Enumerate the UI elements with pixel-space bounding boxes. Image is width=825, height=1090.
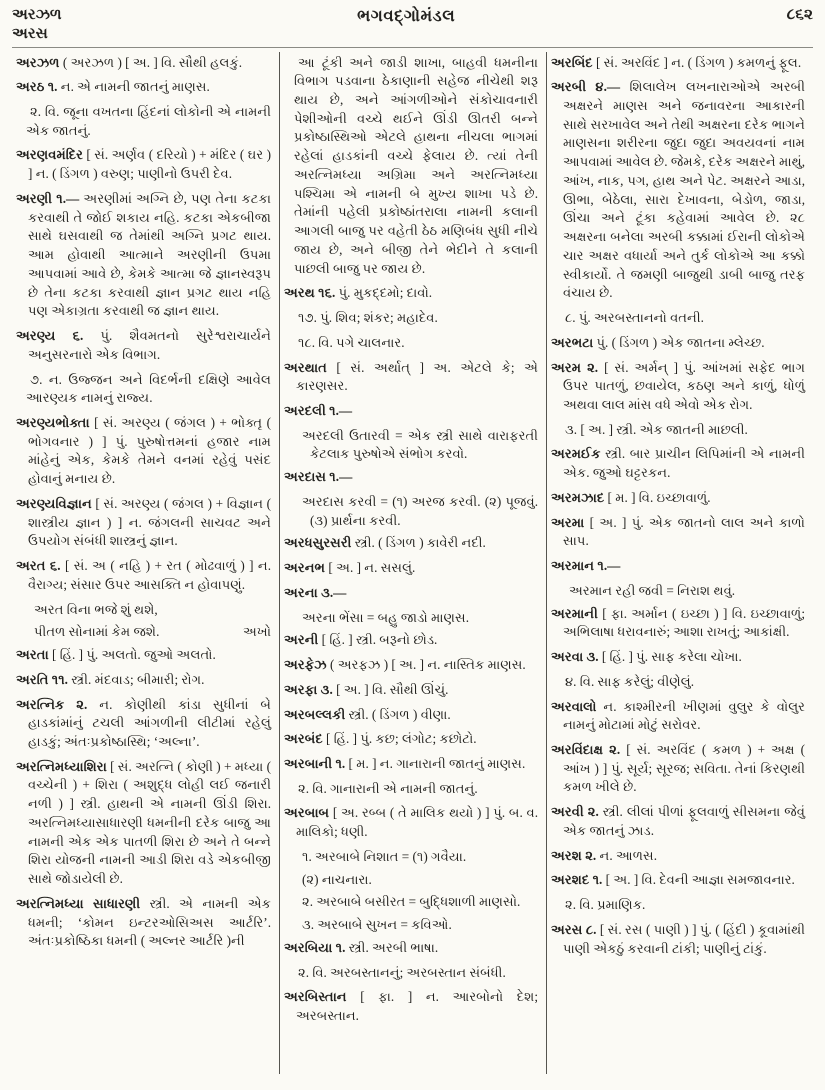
entry-text: [ સં. અ ( નહિ ) + રત ( મોઢવાળું ) ] ન. વૈરાગ્ય; સંસાર ઉપર આસક્તિ ન હોવાપણું. xyxy=(28,558,272,592)
entry-text: ન. કોણીથી કાંડા સુધીનાં બે હાડકાંમાંનું ટચલી આંગળીની લીટીમાં રહેલું હાડકું; અંતઃપ્રકોષ્ઠાસ્થિ; ‘અલ્ના’. xyxy=(28,696,271,749)
entry-text: [ હિં. ] સ્ત્રી. બરૂનો છોડ. xyxy=(321,632,438,648)
entry-text: શિલાલેખ લખનારાઓએ અરબી અક્ષરને માણસ અને જનાવરના આકારની સાથે સરખાવેલ અને તેથી અક્ષરના દરેક ભાગને માણસના શરીરના જુદા જુદા અવયવનાં નામ આપવામાં આવેલ છે. જેમકે, દરેક અક્ષરને માથું, આંખ, નાક, પગ, હાથ અને પેટ. અક્ષરને આડા, ઊભા, બેઠેલા, સારા દેખાવના, બેડોળ, જાડા, ઊંચા અને ટૂંકા કહેવામાં આવેલ છે. ૨૮ અક્ષરના બનેલા અરબી કક્કામાં ઈરાની લોકોએ ચાર અક્ષર વધાર્યા અને તુર્ક લોકોએ આ કક્કો સ્વીકાર્યો. તે જમણી બાજુથી ડાબી બાજુ તરફ વંચાય છે. xyxy=(563,79,805,301)
entry-text: ૨. વિ. જૂના વખતના હિંદનાં લોકોની એ નામની એક જાતનું. xyxy=(26,103,271,138)
entry-text: [ ફા. ] ન. આરબોનો દેશ; અરબસ્તાન. xyxy=(296,989,538,1024)
entry-headword: અરસ ૮. xyxy=(551,921,600,937)
entry-headword: અરત્નિક ૨. xyxy=(16,696,100,712)
entry-text: ૧૭. પું. શિવ; શંકર; મહાદેવ. xyxy=(298,310,438,326)
entry-text: [ હિં. ] પું. સાફ કરેલા ચોખા. xyxy=(601,649,742,665)
entry-headword: અરબિંદ xyxy=(551,54,596,70)
entry-headword: અરઝળ xyxy=(16,54,63,70)
entry-text: (૨) નાચનારા. xyxy=(302,871,372,887)
dictionary-entry xyxy=(284,559,538,578)
entry-continuation xyxy=(284,893,538,912)
entry-headword: અરબાની ૧. xyxy=(284,756,349,771)
entry-text: [ સં. અરવિંદ ( કમળ ) + અક્ષ ( આંખ ) ] પું. સૂર્ય; સૂરજ; સવિતા. તેનાં કિરણથી કમળ ખીલે છે. xyxy=(563,742,805,795)
dictionary-entry xyxy=(284,681,538,700)
entry-headword: અરના ૩.— xyxy=(284,584,347,600)
entry-headword: અરધસુરસરી xyxy=(284,535,355,551)
dictionary-entry xyxy=(16,495,271,551)
entry-text: ન. એ નામની જાતનું માણસ. xyxy=(60,79,210,95)
dictionary-entry xyxy=(16,190,271,321)
entry-headword: અરવી ૨. xyxy=(551,804,603,820)
entry-headword: અરથ ૧૬. xyxy=(284,285,339,301)
entry-headword: અરવાલો xyxy=(551,698,604,714)
entry-continuation xyxy=(16,601,271,620)
entry-text: અરણીમાં અગ્નિ છે, પણ તેના કટકા કરવાથી તે જોઈ શકાય નહિ. કટકા એકબીજા સાથે ઘસવાથી જ તેમાંથી અગ્નિ પ્રગટ થાય. આમ હોવાથી આત્માને અરણીની ઉપમા આપવામાં આવે છે, કેમકે આત્મા જે જ્ઞાનસ્વરૂપ છે તેના કટકા કરવાથી જ્ઞાન પ્રગટ થાય નહિ પણ એકાગ્રતા કરવાથી જ જ્ઞાન થાય. xyxy=(28,190,271,319)
page-number: ૮૬૨ xyxy=(786,6,813,23)
guide-word-last: અરસ xyxy=(12,25,48,42)
entry-headword: અરતા xyxy=(16,647,53,663)
text-columns xyxy=(12,52,813,1074)
entry-text: [ સં. અરણ્ય ( જંગલ ) + ભોક્તૃ ( ભોગવનાર ) ] પું. પુરુષોત્તમનાં હજાર નામ માંહેનું એક, કેમકે તેમને વનમાં રહેવું પસંદ હોવાનું મનાય છે. xyxy=(28,414,271,487)
entry-continuation xyxy=(16,623,271,642)
entry-headword: અરણ્યભોક્તા xyxy=(16,414,95,430)
entry-headword: અરતિ ૧૧. xyxy=(16,671,72,687)
entry-text: [ મ. ] વિ. ઇચ્છાવાળું. xyxy=(607,489,711,505)
entry-text: પું. મુકદ્દમો; દાવો. xyxy=(338,285,433,301)
dictionary-entry xyxy=(551,648,805,667)
entry-continuation xyxy=(284,964,538,983)
entry-continuation xyxy=(284,848,538,867)
dictionary-entry xyxy=(551,605,805,642)
dictionary-entry xyxy=(16,414,271,489)
entry-headword: અરમ ૨. xyxy=(551,359,605,375)
dictionary-entry xyxy=(284,631,538,650)
dictionary-entry xyxy=(284,755,538,774)
entry-continuation xyxy=(16,371,271,408)
entry-text: [ સં. અર્થાત્ ] અ. એટલે કે; એ કારણસર. xyxy=(296,359,538,394)
guide-word-first: અરઝળ xyxy=(12,7,62,23)
entry-headword: અરદલી ૧.— xyxy=(284,402,353,418)
entry-headword: અરણ્ય ૬. xyxy=(16,328,101,344)
entry-headword: અરનભ xyxy=(284,560,329,576)
entry-continuation xyxy=(551,421,805,440)
entry-continuation xyxy=(284,309,538,328)
entry-headword: અરબલ્લકી xyxy=(284,706,349,722)
dictionary-entry xyxy=(284,468,538,487)
entry-text: આ ટૂંકી અને જાડી શાખા, બાહવી ધમનીના વિભાગ પડવાના ઠેકાણાની સહેજ નીચેથી શરૂ થાય છે, અને આંગળીઓને સંકોચાવનારી પેશીઓની વચ્ચે થઈને ઊંડી ઊતરી બન્ને પ્રકોષ્ઠાસ્થિઓ એટલે હાથના નીચલા ભાગમાં રહેલાં હાડકાંની વચ્ચે ફેલાય છે. ત્યાં તેની અરત્નિમધ્યા અગ્રિમા અને અરત્નિમધ્યા પશ્ચિમા એ નામની બે મુખ્ય શાખા પડે છે. તેમાંની પહેલી પ્રકોષ્ઠાંતરાલા નામની કલાની આગલી બાજુ પર વહેતી ઠેઠ મણિબંધ સુધી નીચે જાય છે, અને બીજી તેને ભેદીને તે કલાની પાછલી બાજુ પર જાય છે. xyxy=(294,54,538,276)
entry-text: ૪. વિ. સાફ કરેલું; વીણેલું. xyxy=(565,673,694,689)
dictionary-entry xyxy=(551,514,805,551)
entry-headword: અરભટા xyxy=(551,334,597,350)
entry-text: ૩. અરબાબે સુખન = કવિઓ. xyxy=(302,917,452,933)
dictionary-entry xyxy=(284,706,538,725)
dictionary-entry xyxy=(551,78,805,303)
dictionary-entry xyxy=(284,402,538,421)
entry-text: ૨. અરબાબે બસીરત = બુદ્ધિશાળી માણસો. xyxy=(302,894,521,910)
entry-text: [ સં. રસ ( પાણી ) ] પું. ( હિંદી ) કૂવામાંથી પાણી એકઠું કરવાની ટાંકી; પાણીનું ટાંકું. xyxy=(563,921,805,956)
entry-headword: અરમાન ૧.— xyxy=(551,558,621,574)
entry-text: ૧. અરબાબે નિશાત = (૧) ગવૈયા. xyxy=(302,848,467,864)
entry-continuation xyxy=(551,582,805,601)
entry-headword: અરણ્યવિજ્ઞાન xyxy=(16,495,96,511)
entry-text: ૧૮. વિ. પગે ચાલનાર. xyxy=(298,334,405,350)
entry-headword: અરઠ ૧. xyxy=(16,79,61,95)
entry-text: [ અ. ] ન. સસલું. xyxy=(328,560,416,576)
dictionary-entry xyxy=(16,557,271,594)
entry-text: [ મ. ] ન. ગાનારાની જાતનું માણસ. xyxy=(348,756,526,771)
entry-text: [ હિં. ] પું. કછ; લંગોટ; કછોટો. xyxy=(326,731,477,747)
entry-text: ( અરફઝ ) [ અ. ] ન. નાસ્તિક માણસ. xyxy=(330,657,526,673)
entry-text: [ અ. ] વિ. દેવની આજ્ઞા સમજાવનાર. xyxy=(605,872,795,888)
entry-continuation xyxy=(551,309,805,328)
entry-headword: અરશદ ૧. xyxy=(551,872,606,888)
entry-text: [ સં. અરવિંદ ] ન. ( ડિંગળ ) કમળનું ફૂલ. xyxy=(595,54,802,70)
entry-continuation xyxy=(284,916,538,935)
dictionary-entry xyxy=(284,730,538,749)
entry-text: અરદાસ કરવી = (૧) અરજ કરવી. (૨) પૂજવું. (૩) પ્રાર્થના કરવી. xyxy=(302,493,538,528)
entry-text: પું. ( ડિંગળ ) એક જાતના મ્લેચ્છ. xyxy=(596,334,765,350)
entry-text: સ્ત્રી. બાર પ્રાચીન લિપિમાંની એ નામની એક. જુઓ ઘટ્ટરકન. xyxy=(563,446,805,481)
entry-text: ૮. પું. અરબસ્તાનનો વતની. xyxy=(565,310,704,326)
entry-continuation xyxy=(284,427,538,464)
entry-continuation xyxy=(16,103,271,140)
entry-headword: અરફા ૩. xyxy=(284,681,337,697)
entry-headword: અરબી ૪.— xyxy=(551,79,630,95)
entry-headword: અરમઝાદ xyxy=(551,489,608,505)
entry-text: સ્ત્રી. મંદવાડ; બીમારી; રોગ. xyxy=(71,671,205,687)
entry-text: પું. શૈવમતનો સુરેશ્વરાચાર્યને અનુસરનારો એક વિભાગ. xyxy=(28,328,271,362)
entry-headword: અરથાત xyxy=(284,359,337,375)
entry-headword: અરત્નિમધ્યાશિરા xyxy=(16,758,111,774)
entry-headword: અરમા xyxy=(551,514,590,530)
entry-text: [ સં. અર્ણવ ( દરિયો ) + મંદિર ( ઘર ) ] ન. ( ડિંગળ ) વરુણ; પાણીનો ઉપરી દેવ. xyxy=(28,147,271,182)
entry-text: અરના ભેંસા = બહુ જાડો માણસ. xyxy=(302,609,469,625)
entry-text: ૨. વિ. ગાનારાની એ નામની જાતનું. xyxy=(298,780,478,796)
dictionary-entry xyxy=(16,327,271,364)
entry-continuation xyxy=(284,780,538,799)
entry-text: ( અરઝળ ) [ અ. ] વિ. સૌથી હલકું. xyxy=(62,54,243,70)
entry-text: સ્ત્રી. લીલાં પીળાં ફૂલવાળું સીસમના જેવું એક જાતનું ઝાડ. xyxy=(563,804,805,838)
entry-text: સ્ત્રી. એ નામની એક ધમની; ‘કોમન ઇન્ટરઓસિઅસ આર્ટરિ’. અંતઃપ્રકોષ્ઠિકા ધમની ( અલ્નર આર્ટરિ )ની xyxy=(28,895,271,949)
entry-headword: અરદાસ ૧.— xyxy=(284,469,353,485)
entry-headword: અરત ૬. xyxy=(16,558,65,574)
dictionary-entry xyxy=(551,359,805,415)
entry-text: [ ફા. અર્માન ( ઇચ્છા ) ] વિ. ઇચ્છાવાળું; અભિલાષા ધરાવનારું; આશા રાખતું; આકાંક્ષી. xyxy=(563,605,806,640)
entry-text: [ અ. ] પું. એક જાતનો લાલ અને કાળો સાપ. xyxy=(563,514,805,549)
entry-text: [ સં. અરણ્ય ( જંગલ ) + વિજ્ઞાન ( શાસ્ત્રીય જ્ઞાન ) ] ન. જંગલની સાચવટ અને ઉપયોગ સંબંધી શાસ્ત્રનું જ્ઞાન. xyxy=(28,495,271,549)
entry-headword: અરણવમંદિર xyxy=(16,147,87,163)
dictionary-entry xyxy=(16,696,271,752)
entry-text: ન. કાશ્મીરની ખીણમાં વુલુર કે વોલુર નામનું મોટામાં મોટું સરોવર. xyxy=(563,698,805,733)
dictionary-entry xyxy=(284,988,538,1025)
entry-text: સ્ત્રી. ( ડિંગળ ) વીણા. xyxy=(348,706,451,722)
entry-text: [ અ. ] વિ. સૌથી ઊંચું. xyxy=(336,681,449,697)
dictionary-entry xyxy=(284,584,538,603)
entry-continuation xyxy=(284,334,538,353)
entry-text: ૨. વિ. પ્રમાણિક. xyxy=(565,897,646,913)
entry-headword: અરબંદ xyxy=(284,731,326,747)
entry-headword: અરણી ૧.— xyxy=(16,190,84,206)
entry-text: [ સં. અર્મન્ ] પું. આંખમાં સફેદ ભાગ ઉપર પાતળું, છવાયેલ, કઠણ અને કાળું, ધોળું અથવા લાલ માંસ વધે એવો એક રોગ. xyxy=(563,359,805,412)
entry-text: અરદલી ઉતારવી = એક સ્ત્રી સાથે વારાફરતી કેટલાક પુરુષોએ સંભોગ કરવો. xyxy=(302,427,538,462)
column-1 xyxy=(12,52,279,1074)
entry-text: [ હિં. ] પું. અલતો. જુઓ અલતો. xyxy=(52,647,216,663)
dictionary-entry xyxy=(551,921,805,958)
dictionary-entry xyxy=(551,54,805,73)
entry-headword: અરવિંદાક્ષ ૨. xyxy=(551,742,627,757)
entry-text: [ સં. અરત્નિ ( કોણી ) + મધ્યા ( વચ્ચેની ) + શિરા ( અશુદ્ધ લોહી લઈ જનારી નળી ) ] સ્ત્રી. હાથની એ નામની ઊંડી શિરા. અરત્નિમધ્યાસાધારણી ધમનીની દરેક બાજુ આ નામની એક એક પાતળી શિરા છે અને તે બન્ને શિરા યોજની નામની આડી શિરા વડે એકબીજી સાથે જોડાયેલી છે. xyxy=(28,758,271,887)
entry-text: ૨. વિ. અરબસ્તાનનું; અરબસ્તાન સંબંધી. xyxy=(298,964,506,980)
entry-text: પીતળ સોનામાં કેમ જશે. xyxy=(34,624,160,640)
dictionary-entry xyxy=(284,284,538,303)
book-title: ભગવદ્ગોમંડલ xyxy=(357,6,456,25)
entry-headword: અરત્નિમધ્યા સાધારણી xyxy=(16,895,150,911)
dictionary-entry xyxy=(16,758,271,889)
entry-headword: અરવા ૩. xyxy=(551,649,602,665)
dictionary-entry xyxy=(551,871,805,890)
entry-headword: અરબિયા ૧. xyxy=(284,939,349,955)
dictionary-entry xyxy=(16,78,271,97)
entry-headword: અરબિસ્તાન xyxy=(284,989,361,1005)
dictionary-entry xyxy=(551,803,805,840)
dictionary-entry xyxy=(16,671,271,690)
dictionary-entry xyxy=(16,646,271,665)
entry-continuation xyxy=(284,871,538,890)
entry-text: સ્ત્રી. ( ડિંગળ ) કાવેરી નદી. xyxy=(354,535,486,551)
dictionary-entry xyxy=(551,489,805,508)
dictionary-entry xyxy=(284,939,538,958)
entry-continuation xyxy=(284,493,538,530)
entry-text: અરત વિના ભજે શું થશે, xyxy=(34,601,158,617)
entry-headword: અરશ ૨. xyxy=(551,847,600,863)
dictionary-entry xyxy=(16,146,271,183)
dictionary-entry xyxy=(284,359,538,396)
dictionary-entry xyxy=(16,54,271,73)
dictionary-entry xyxy=(551,847,805,866)
entry-headword: અરમાની xyxy=(551,605,603,621)
column-3 xyxy=(546,52,813,1074)
guide-words xyxy=(12,6,62,44)
dictionary-entry xyxy=(284,804,538,841)
entry-headword: અરની xyxy=(284,632,322,648)
entry-text: [ અ. રબ્બ ( તે માલિક થયો ) ] પું. બ. વ. માલિકો; ધણી. xyxy=(296,805,539,840)
dictionary-entry xyxy=(284,656,538,675)
entry-text: અરમાન રહી જવી = નિરાશ થવું. xyxy=(569,582,736,598)
dictionary-entry xyxy=(284,534,538,553)
entry-headword: અરબાબ xyxy=(284,805,333,821)
entry-headword: અરફેઝ xyxy=(284,657,331,673)
dictionary-entry xyxy=(551,334,805,353)
dictionary-entry xyxy=(16,895,271,951)
dictionary-entry xyxy=(551,557,805,576)
entry-continuation xyxy=(551,673,805,692)
entry-text: ૩. [ અ. ] સ્ત્રી. એક જાતની માછલી. xyxy=(565,421,748,437)
header-rule xyxy=(12,47,813,48)
dictionary-entry xyxy=(551,445,805,482)
dictionary-entry xyxy=(551,741,805,797)
entry-continuation xyxy=(284,609,538,628)
entry-text: ન. આળસ. xyxy=(599,847,657,863)
entry-continuation xyxy=(551,896,805,915)
dictionary-entry xyxy=(551,698,805,735)
page-header xyxy=(12,6,813,48)
entry-continuation xyxy=(284,54,538,279)
entry-text: ૭. ન. ઉજ્જન અને વિદર્ભની દક્ષિણે આવેલ આરણ્યક નામનું રાજ્ય. xyxy=(26,371,271,406)
column-2 xyxy=(279,52,546,1074)
entry-text: સ્ત્રી. અરબી ભાષા. xyxy=(348,939,439,955)
entry-headword: અરમઈક xyxy=(551,446,606,462)
verse-attribution: અખો xyxy=(242,624,271,640)
